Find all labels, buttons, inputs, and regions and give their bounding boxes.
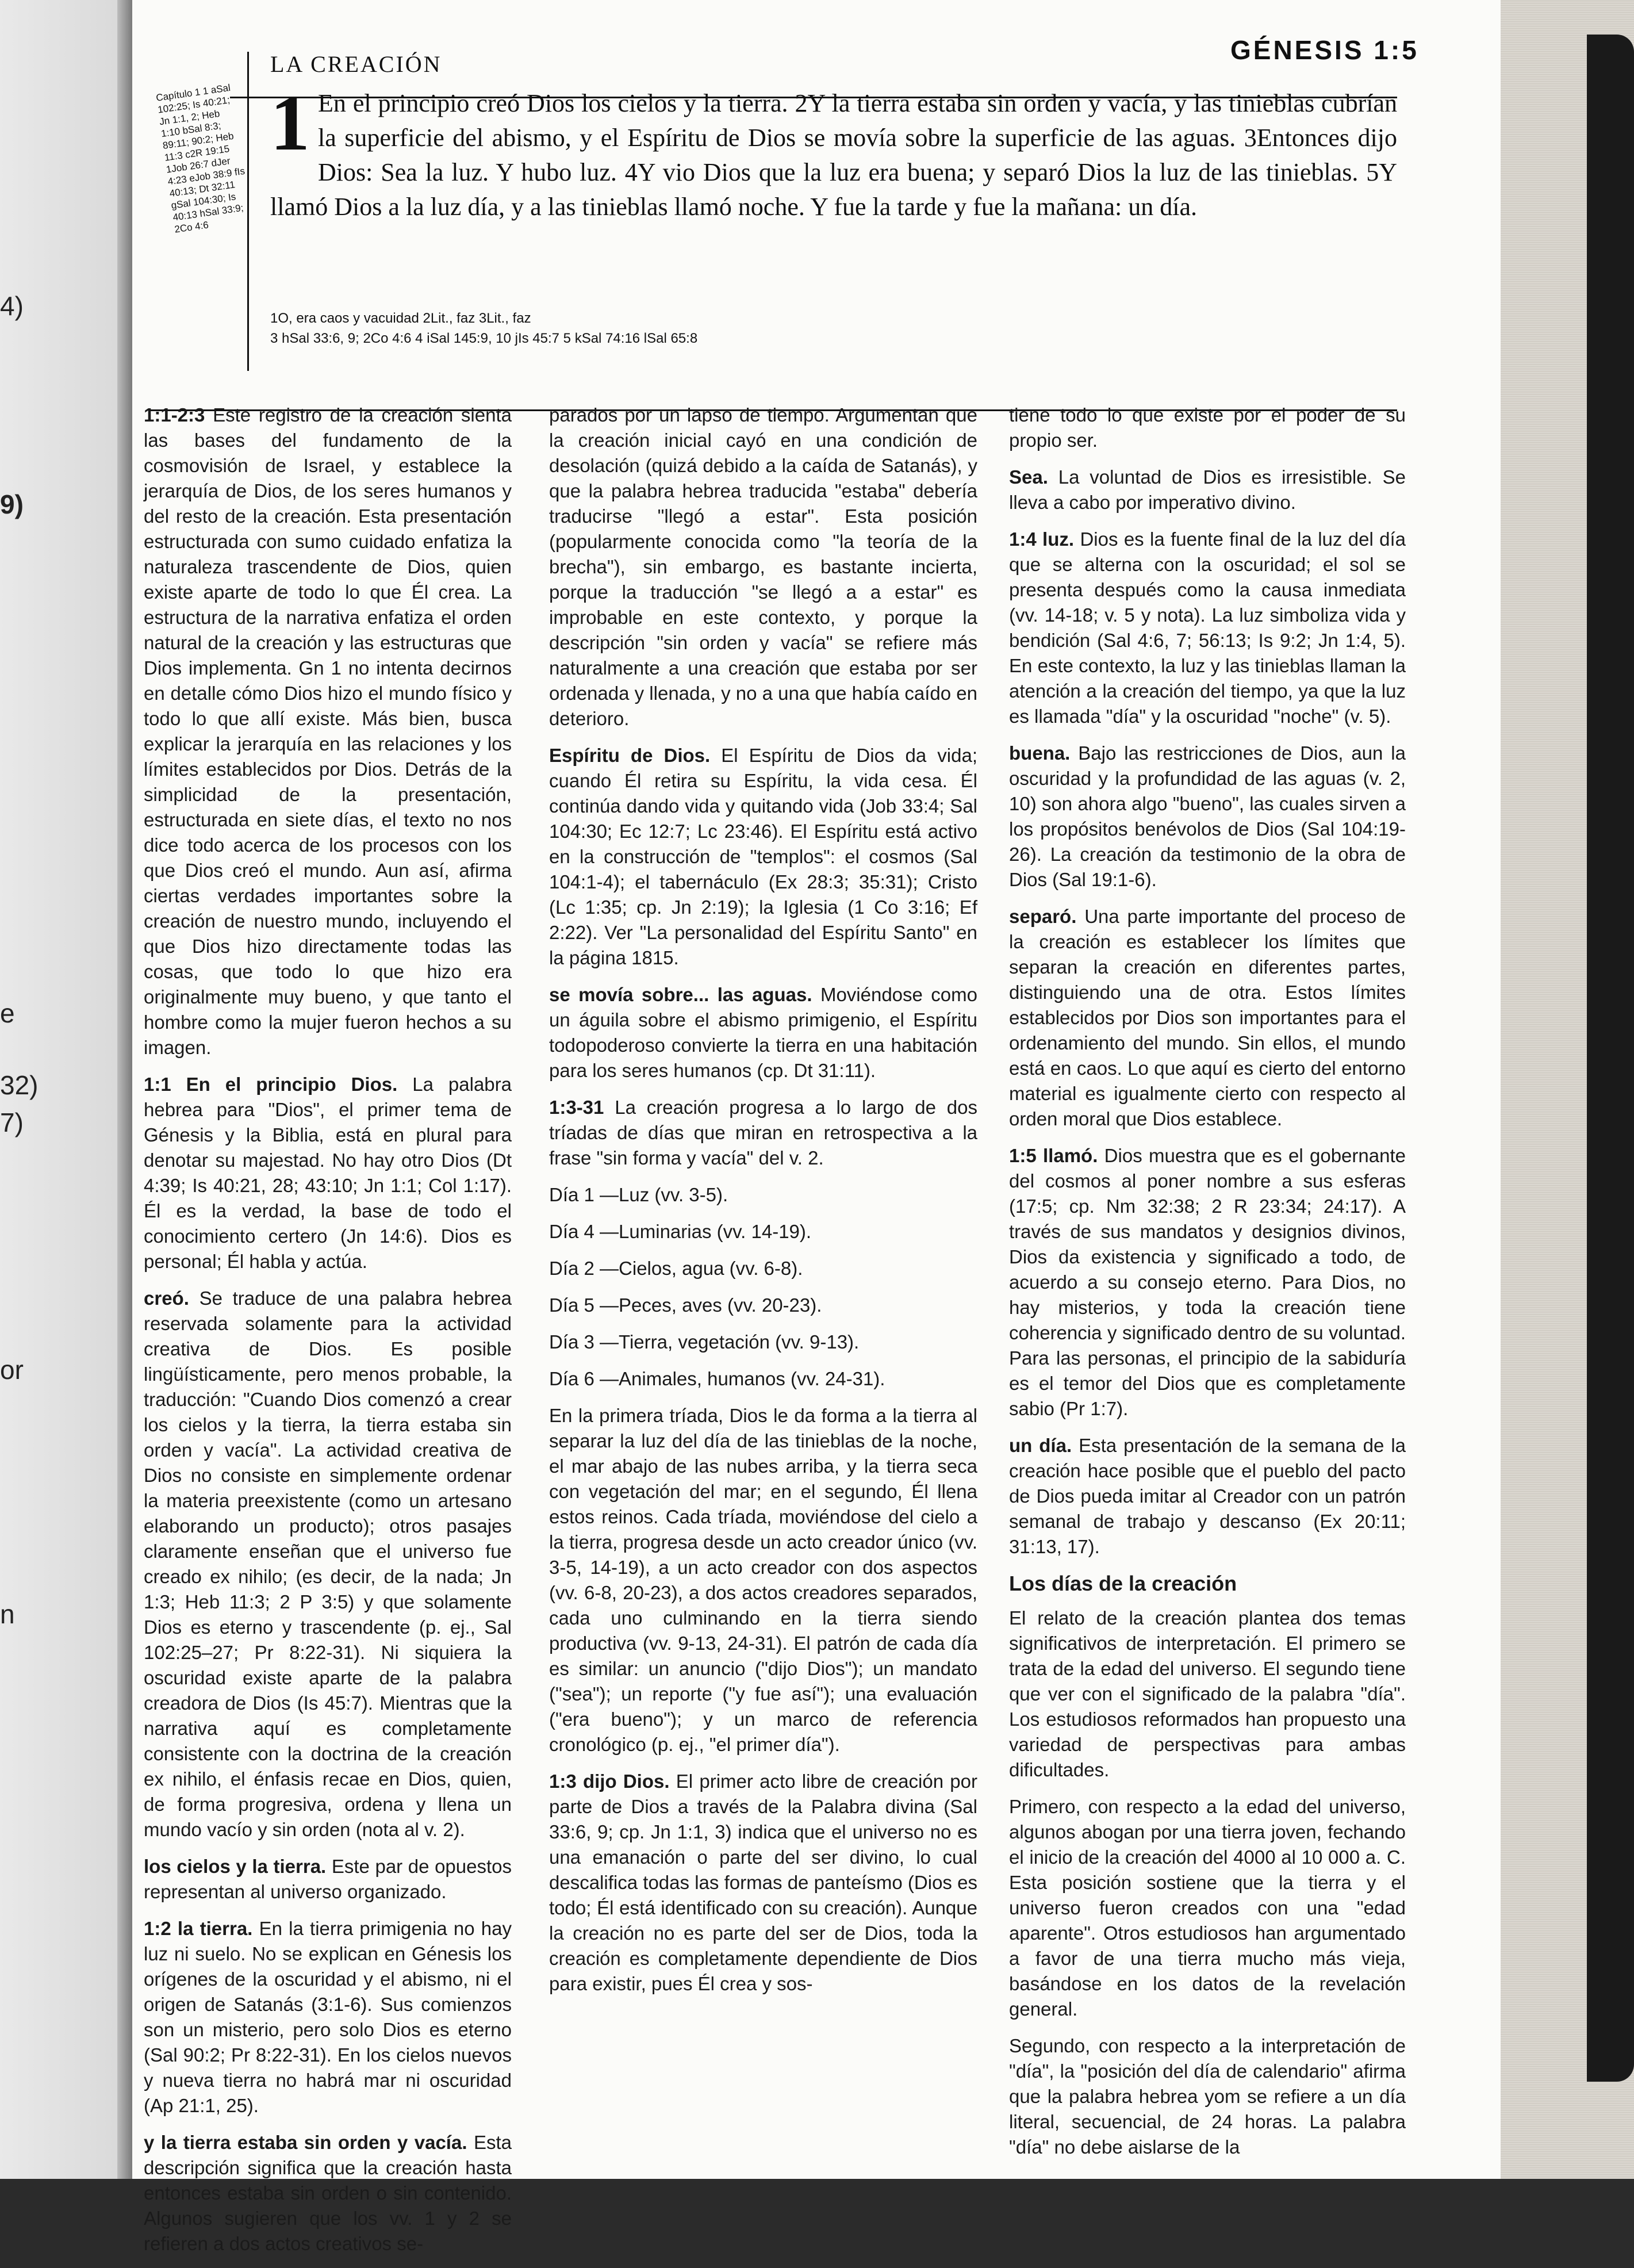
note-text: Dios muestra que es el gobernante del cosmos al poner nombre a sus esferas (17:5; cp. Nm 32:38; 2 R 23:34; 24:17). A través de sus mandatos y designios divinos, Dios da existencia y significado a todo, de acuerdo a su consejo eterno. Para Dios, no hay misterios, y toda la creación tiene coherencia y significado dentro de su voluntad. Para las personas, el principio de la sabiduría es el temor del Dios que es completamente sabio (Pr 1:7). <box>1009 1145 1406 1419</box>
commentary-column-3 <box>1009 403 1406 2171</box>
margin-crossrefs: Capítulo 1 1 aSal 102:25; Is 40:21; Jn 1:1, 2; Heb 1:10 bSal 8:3; 89:11; 90:2; Heb 11:3 c2R 19:15 1Job 26:7 dJer 4:23 eJob 38:9 fIs 40:13; Dt 32:11 gSal 104:30; Is 40:13 hSal 33:9; 2Co 4:6 <box>155 82 246 235</box>
commentary-note <box>1009 527 1406 729</box>
left-page-fragment: 32) <box>0 1070 39 1100</box>
commentary-note <box>549 403 977 731</box>
note-text: El Espíritu de Dios da vida; cuando Él retira su Espíritu, la vida cesa. Él continúa dando vida y quitando vida (Job 33:4; Sal 104:30; Ec 12:7; Lc 23:46). El Espíritu está activo en la construcción de "templos": el cosmos (Sal 104:1-4); el tabernáculo (Ex 28:3; 35:31); Cristo (Lc 1:35; cp. Jn 2:19); la Iglesia (1 Co 3:16; Ef 2:22). Ver "La personalidad del Espíritu Santo" en la página 1815. <box>549 745 977 968</box>
commentary-note <box>549 1403 977 1757</box>
commentary-note <box>144 1286 512 1842</box>
section-title: LA CREACIÓN <box>270 51 442 77</box>
commentary-note <box>144 1072 512 1274</box>
commentary-note <box>144 2130 512 2256</box>
left-facing-page <box>0 0 132 2179</box>
note-text: Una parte importante del proceso de la creación es establecer los límites que separan la creación en diferentes partes, distinguiendo una de otra. Estos límites establecidos por Dios son importantes para el ordenamiento del mundo. Sin ellos, el mundo está en caos. Lo que aquí es cierto del entorno material es igualmente cierto con respecto al orden moral que Dios establece. <box>1009 906 1406 1129</box>
note-text: El relato de la creación plantea dos temas significativos de interpretación. El primero se trata de la edad del universo. El segundo tiene que ver con el significado de la palabra "día". Los estudiosos reformados han propuesto una variedad de perspectivas para ambas dificultades. <box>1009 1607 1406 1780</box>
commentary-note <box>1009 1794 1406 2022</box>
left-page-fragment: 4) <box>0 291 24 321</box>
note-label: buena. <box>1009 742 1071 764</box>
commentary-column-2 <box>549 403 977 2008</box>
commentary-note <box>1009 1433 1406 1560</box>
commentary-note <box>144 1854 512 1905</box>
note-text: Moviéndose como un águila sobre el abismo primigenio, el Espíritu todopoderoso convierte la tierra en una habitación para los seres humanos (cp. Dt 31:11). <box>549 984 978 1081</box>
left-page-fragment: e <box>0 998 15 1028</box>
book-cover-edge <box>1587 35 1634 2082</box>
note-text: La palabra hebrea para "Dios", el primer tema de Génesis y la Biblia, está en plural para denotar su majestad. No hay otro Dios (Dt 4:39; Is 40:21, 28; 43:10; Jn 1:1; Col 1:17). Él es la verdad, la base de todo el conocimiento certero (Jn 14:6). Dios es personal; Él habla y actúa. <box>144 1074 512 1272</box>
note-text: El primer acto libre de creación por parte de Dios a través de la Palabra divina (Sal 33:6, 9; cp. Jn 1:1, 3) indica que el universo no es una emanación o parte del ser divino, lo cual descalifica todas las formas de panteísmo (Dios es todo; Él está identificado con su creación). Aunque la creación no es parte del ser de Dios, toda la creación es completamente dependiente de Dios para existir, pues Él crea y sos- <box>549 1771 977 1994</box>
running-head: GÉNESIS 1:5 <box>1230 35 1419 65</box>
note-text: Se traduce de una palabra hebrea reservada solamente para la actividad creativa de Dios. Es posible lingüísticamente, pero menos probable, la traducción: "Cuando Dios comenzó a crear los cielos y la tierra, la tierra estaba sin orden y vacía". La actividad creativa de Dios no consiste en simplemente ordenar la materia preexistente (como un artesano elaborando un producto); otros pasajes claramente enseñan que el universo fue creado ex nihilo; (es decir, de la nada; Jn 1:3; Heb 11:3; 2 P 3:5) y que solamente Dios es eterno y trascendente (p. ej., Sal 102:25–27; Pr 8:22-31). Ni siquiera la oscuridad existe aparte de la palabra creadora de Dios (Is 45:7). Mientras que la narrativa aquí es completamente consistente con la doctrina de la creación ex nihilo, el énfasis recae en Dios, quien, de forma progresiva, ordena y llena un mundo vacío y sin orden (nota al v. 2). <box>144 1288 512 1840</box>
commentary-note <box>549 1182 977 1208</box>
commentary-note <box>1009 1606 1406 1783</box>
chapter-dropcap: 1 <box>270 79 310 167</box>
note-label: 1:3-31 <box>549 1097 604 1118</box>
note-text: Bajo las restricciones de Dios, aun la oscuridad y la profundidad de las aguas (v. 2, 10) son ahora algo "bueno", las cuales sirven a los propósitos benévolos de Dios (Sal 104:19-26). La creación da testimonio de la obra de Dios (Sal 19:1-6). <box>1009 742 1406 890</box>
commentary-note <box>144 1916 512 2118</box>
note-text: Segundo, con respecto a la interpretación de "día", la "posición del día de calendario" afirma que la palabra hebrea yom se refiere a un día literal, secuencial, de 24 horas. La palabra "día" no debe aislarse de la <box>1009 2035 1406 2158</box>
note-text: Día 2 —Cielos, agua (vv. 6-8). <box>549 1258 803 1279</box>
commentary-note <box>1009 904 1406 1132</box>
scripture-block <box>270 79 1397 224</box>
note-text: tiene todo lo que existe por el poder de su propio ser. <box>1009 404 1406 451</box>
commentary-note <box>144 403 512 1060</box>
note-label: separó. <box>1009 906 1077 927</box>
note-label: creó. <box>144 1288 189 1309</box>
commentary-note <box>549 1256 977 1281</box>
commentary-note <box>549 1366 977 1392</box>
note-text: Dios es la fuente final de la luz del día que se alterna con la oscuridad; el sol se presenta después como la causa inmediata (vv. 14-18; v. 5 y nota). La luz simboliza vida y bendición (Sal 4:6, 7; 56:13; Is 9:2; Jn 1:4, 5). En este contexto, la luz y las tinieblas llaman la atención a la creación del tiempo, ya que la luz es llamada "día" y la oscuridad "noche" (v. 5). <box>1009 528 1406 727</box>
note-label: un día. <box>1009 1435 1072 1456</box>
note-label: 1:2 la tierra. <box>144 1918 253 1939</box>
note-text: Día 5 —Peces, aves (vv. 20-23). <box>549 1294 822 1316</box>
left-page-fragment: 7) <box>0 1108 24 1137</box>
note-label: 1:4 luz. <box>1009 528 1075 550</box>
note-label: 1:1-2:3 <box>144 404 205 426</box>
note-text: Esta descripción significa que la creación hasta entonces estaba sin orden o sin contenido. Algunos sugieren que los vv. 1 y 2 se refieren a dos actos creativos se- <box>144 2132 512 2254</box>
commentary-note <box>549 1769 977 1997</box>
note-text: Día 4 —Luminarias (vv. 14-19). <box>549 1221 812 1242</box>
note-text: Día 3 —Tierra, vegetación (vv. 9-13). <box>549 1331 860 1353</box>
commentary-note <box>549 1095 977 1171</box>
book-gutter <box>117 0 132 2179</box>
note-label: 1:3 dijo Dios. <box>549 1771 670 1792</box>
note-text: parados por un lapso de tiempo. Argumentan que la creación inicial cayó en una condición de desolación (quizá debido a la caída de Satanás), y que la palabra hebrea traducida "estaba" debería traducirse "llegó a estar". Esta posición (popularmente conocida como "la teoría de la brecha"), sin embargo, es bastante incierta, porque la traducción "se llegó a a estar" es improbable en este contexto, y porque la descripción "sin orden y vacía" se refiere más naturalmente a una creación que estaba por ser ordenada y llenada, y no a una que había caído en deterioro. <box>549 404 977 729</box>
note-text: Este par de opuestos representan al universo organizado. <box>144 1856 512 1902</box>
commentary-note <box>1009 741 1406 892</box>
footnotes: 1O, era caos y vacuidad 2Lit., faz 3Lit., faz <box>270 311 531 326</box>
commentary-note <box>549 1293 977 1318</box>
left-page-fragment: n <box>0 1599 15 1629</box>
left-page-fragment: or <box>0 1355 24 1385</box>
note-text: Esta presentación de la semana de la creación hace posible que el pueblo del pacto de Dios pueda imitar al Creador con un patrón semanal de trabajo y descanso (Ex 20:11; 31:13, 17). <box>1009 1435 1406 1557</box>
note-text: En la tierra primigenia no hay luz ni suelo. No se explican en Génesis los orígenes de la oscuridad y el abismo, ni el origen de Satanás (3:1-6). Sus comienzos son un misterio, pero solo Dios es eterno (Sal 90:2; Pr 8:22-31). En los cielos nuevos y nueva tierra no habrá mar ni oscuridad (Ap 21:1, 25). <box>144 1918 512 2116</box>
note-label: se movía sobre... las aguas. <box>549 984 812 1005</box>
commentary-subheading: Los días de la creación <box>1009 1572 1237 1595</box>
note-label: los cielos y la tierra. <box>144 1856 327 1877</box>
verse-crossrefs: 3 hSal 33:6, 9; 2Co 4:6 4 iSal 145:9, 10 jIs 45:7 5 kSal 74:16 lSal 65:8 <box>270 331 698 346</box>
commentary-note <box>1009 2033 1406 2160</box>
commentary-note <box>549 982 977 1083</box>
note-text: Día 6 —Animales, humanos (vv. 24-31). <box>549 1368 885 1389</box>
note-text: La voluntad de Dios es irresistible. Se lleva a cabo por imperativo divino. <box>1009 466 1406 513</box>
note-label: 1:5 llamó. <box>1009 1145 1098 1166</box>
commentary-note <box>1009 465 1406 515</box>
note-label: Sea. <box>1009 466 1048 488</box>
note-text: La creación progresa a lo largo de dos tríadas de días que miran en retrospectiva a la frase "sin forma y vacía" del v. 2. <box>549 1097 977 1169</box>
note-label: Espíritu de Dios. <box>549 745 711 766</box>
note-label: 1:1 En el principio Dios. <box>144 1074 398 1095</box>
commentary-note <box>1009 403 1406 453</box>
note-label: y la tierra estaba sin orden y vacía. <box>144 2132 467 2153</box>
commentary-note <box>549 743 977 971</box>
note-text: Este registro de la creación sienta las bases del fundamento de la cosmovisión de Israel, y establece la jerarquía de Dios, de los seres humanos y del resto de la creación. Esta presentación estructurada con sumo cuidado enfatiza la naturaleza trascendente de Dios, quien existe aparte de todo lo que Él crea. La estructura de la narrativa enfatiza el orden natural de la creación y las estructuras que Dios implementa. Gn 1 no intenta decirnos en detalle cómo Dios hizo el mundo físico y todo lo que allí existe. Más bien, busca explicar la jerarquía en las relaciones y los límites establecidos por Dios. Detrás de la simplicidad de la presentación, estructurada en siete días, el texto no nos dice todo acerca de los procesos con los que Dios creó el mundo. Aun así, afirma ciertas verdades importantes sobre la creación de nuestro mundo, incluyendo el que Dios hizo directamente todas las cosas, que todo lo que hizo era originalmente muy bueno, y que tanto el hombre como la mujer fueron hechos a su imagen. <box>144 404 512 1058</box>
commentary-note <box>1009 1143 1406 1422</box>
note-text: Día 1 —Luz (vv. 3-5). <box>549 1184 728 1205</box>
note-text: En la primera tríada, Dios le da forma a la tierra al separar la luz del día de las tinieblas de la noche, el mar abajo de las nubes arriba, y la tierra seca con vegetación del mar; en el segundo, Él llena estos reinos. Cada tríada, moviéndose del cielo a la tierra, progresa desde un acto creador único (vv. 3-5, 14-19), a un acto creador con dos aspectos (vv. 6-8, 20-23), a dos actos creadores separados, cada uno culminando en la tierra siendo productiva (vv. 9-13, 24-31). El patrón de cada día es similar: un anuncio ("dijo Dios"); un mandato ("sea"); un reporte ("y fue así"); una evaluación ("era bueno"); y un marco de referencia cronológico (p. ej., "el primer día"). <box>549 1405 977 1755</box>
scripture-text: En el principio creó Dios los cielos y la tierra. 2Y la tierra estaba sin orden y vacía, y las tinieblas cubrían la superficie del abismo, y el Espíritu de Dios se movía sobre la superficie de las aguas. 3Entonces dijo Dios: Sea la luz. Y hubo luz. 4Y vio Dios que la luz era buena; y separó Dios la luz de las tinieblas. 5Y llamó Dios a la luz día, y a las tinieblas llamó noche. Y fue la tarde y fue la mañana: un día. <box>270 89 1397 221</box>
left-page-fragment: 9) <box>0 489 24 519</box>
commentary-note <box>549 1330 977 1355</box>
note-text: Primero, con respecto a la edad del universo, algunos abogan por una tierra joven, fechando el inicio de la creación del 4000 al 10 000 a. C. Esta posición sostiene que la tierra y el universo fueron creados con una "edad aparente". Otros estudiosos han argumentado a favor de una tierra mucho más vieja, basándose en los datos de la revelación general. <box>1009 1796 1406 2020</box>
commentary-column-1 <box>144 403 512 2268</box>
commentary-note <box>549 1219 977 1244</box>
